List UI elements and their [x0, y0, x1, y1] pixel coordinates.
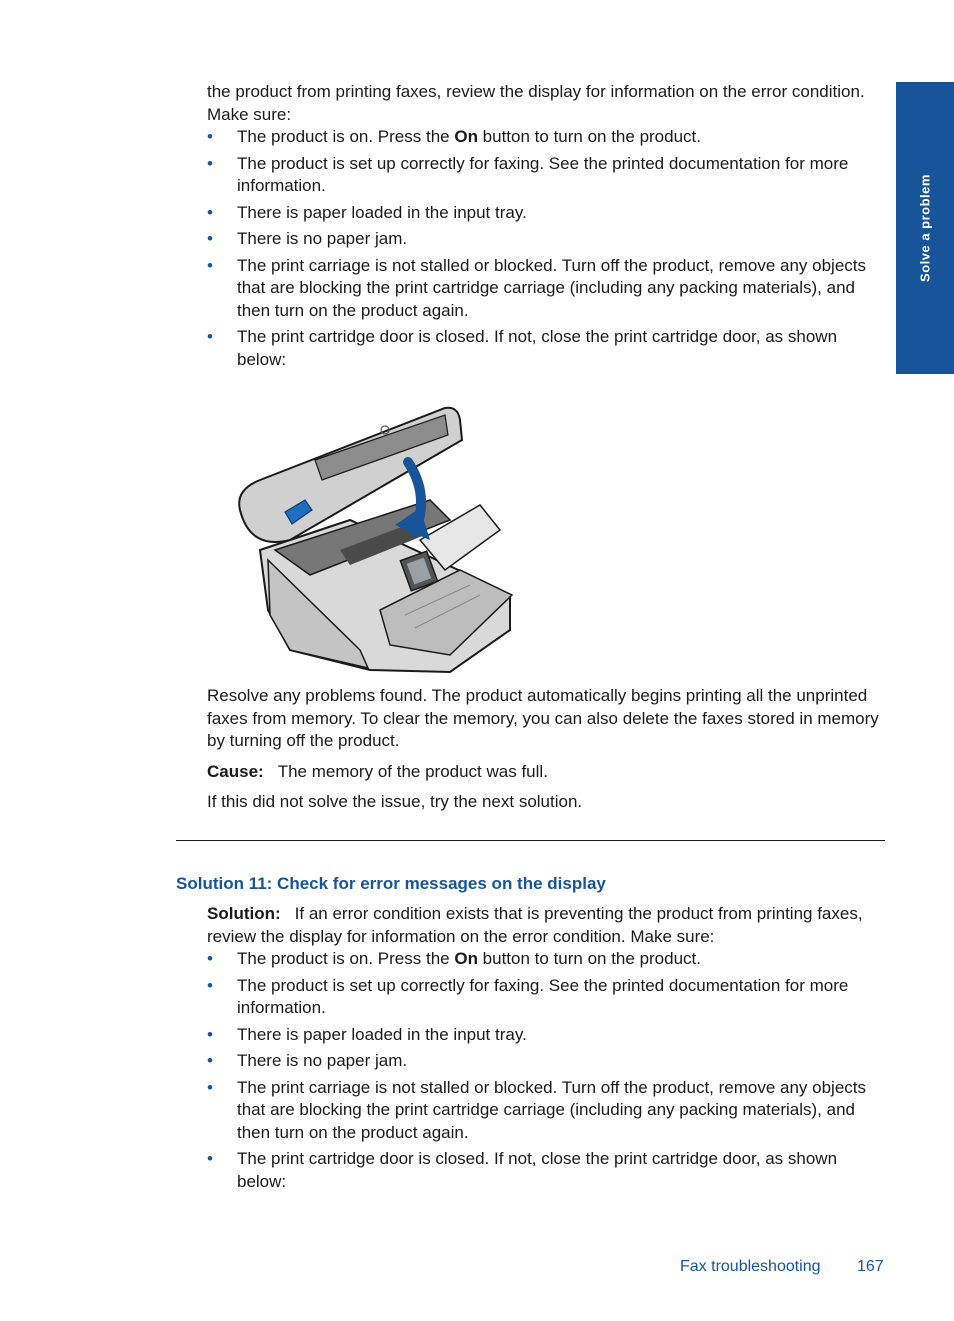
side-tab-label: Solve a problem: [917, 174, 933, 282]
list-item: • The print cartridge door is closed. If not, close the print cartridge door, as shown below:: [207, 1149, 838, 1191]
top-section: [207, 81, 887, 375]
bullet-icon: •: [207, 1024, 213, 1044]
list-item: • The print cartridge door is closed. If not, close the print cartridge door, as shown below:: [207, 327, 838, 369]
solution-intro: Solution: If an error condition exists that is preventing the product from printing faxes, review the display for information on the error condition. Make sure:: [207, 904, 863, 946]
bullet-icon: •: [207, 949, 213, 968]
section-divider: [176, 840, 885, 841]
side-tab: [896, 82, 954, 374]
bullet-icon: •: [207, 1149, 213, 1168]
bullet-icon: •: [207, 229, 213, 248]
solution-heading: Solution 11: Check for error messages on the display: [176, 874, 606, 893]
list-item: • The product is set up correctly for faxing. See the printed documentation for more information.: [207, 975, 849, 1017]
solution-label: Solution:: [207, 904, 281, 923]
resolve-paragraph: Resolve any problems found. The product automatically begins printing all the unprinted faxes from memory. To clear the memory, you can also delete the faxes stored in memory by turning off the product.: [207, 686, 879, 750]
bullet-icon: •: [207, 327, 213, 346]
list-item: • The product is on. Press the On button to turn on the product.: [207, 948, 887, 971]
list-item: • The product is set up correctly for faxing. See the printed documentation for more information.: [207, 153, 849, 195]
list-item: • The print carriage is not stalled or blocked. Turn off the product, remove any objects that are blocking the print cartridge carriage (including any packing materials), and then turn on the product again.: [207, 1077, 867, 1142]
requirements-list: [207, 126, 887, 371]
printer-cartridge-door-illustration: [230, 400, 520, 678]
list-item: • The print carriage is not stalled or blocked. Turn off the product, remove any objects that are blocking the print cartridge carriage (including any packing materials), and then turn on the product again.: [207, 255, 867, 320]
list-item: • There is paper loaded in the input tray.: [207, 202, 887, 225]
intro-paragraph: the product from printing faxes, review the display for information on the error condition. Make sure:: [207, 82, 865, 124]
list-item: • The product is on. Press the On button to turn on the product.: [207, 126, 887, 149]
bullet-icon: •: [207, 153, 213, 173]
bullet-icon: •: [207, 1077, 213, 1097]
solution-requirements-list: [207, 948, 887, 1193]
bullet-icon: •: [207, 202, 213, 222]
cause-label: Cause:: [207, 761, 264, 781]
next-solution-note: If this did not solve the issue, try the next solution.: [207, 792, 583, 811]
bullet-icon: •: [207, 255, 213, 275]
bullet-icon: •: [207, 975, 213, 995]
page-number: 167: [857, 1258, 884, 1275]
list-item: • There is no paper jam.: [207, 228, 887, 251]
list-item: • There is no paper jam.: [207, 1050, 887, 1073]
cause-line: [207, 761, 887, 784]
footer-section-title: Fax troubleshooting: [680, 1258, 821, 1275]
list-item: • There is paper loaded in the input tray.: [207, 1024, 887, 1047]
bullet-icon: •: [207, 1051, 213, 1070]
bullet-icon: •: [207, 127, 213, 146]
solution-section: [207, 903, 887, 1197]
resolution-section: [207, 685, 887, 814]
cause-text: The memory of the product was full.: [277, 761, 548, 781]
